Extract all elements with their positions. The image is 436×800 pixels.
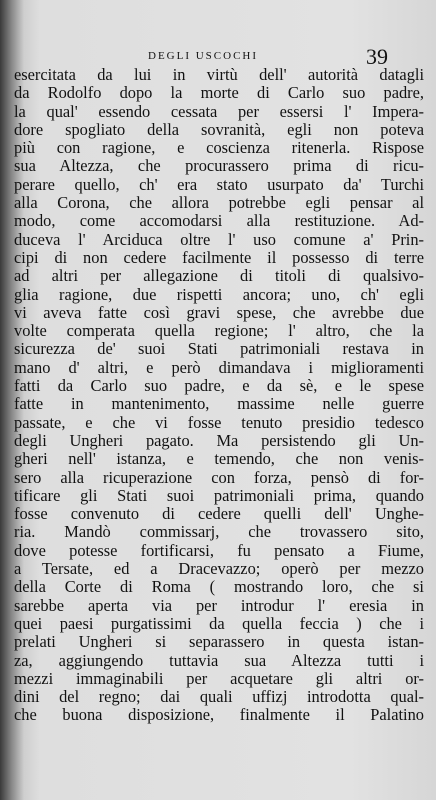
text-line: quei paesi purgatissimi da quella feccia ) che i — [14, 614, 424, 633]
text-line: alla Corona, che allora potrebbe egli pensar al — [14, 194, 424, 213]
text-line: tificare gli Stati suoi patrimoniali prima, quando — [14, 486, 424, 505]
text-line: fatti da Carlo suo padre, e da sè, e le spese — [14, 377, 424, 396]
text-line: passate, e che vi fosse tenuto presidio tedesco — [14, 413, 424, 432]
text-line: sicurezza de' suoi Stati patrimoniali restava in — [14, 340, 424, 359]
text-line: prelati Ungheri si separassero in questa istan- — [14, 633, 424, 652]
text-line: ria. Mandò commissarj, che trovassero sito, — [14, 523, 424, 542]
body-text — [14, 66, 424, 725]
text-line: più con ragione, e coscienza ritenerla. Rispose — [14, 139, 424, 158]
text-line: da Rodolfo dopo la morte di Carlo suo padre, — [14, 84, 424, 103]
text-line: duceva l' Arciduca oltre l' uso comune a' Prin- — [14, 230, 424, 249]
text-line: che buona disposizione, finalmente il Palatino — [14, 706, 424, 725]
text-line: sua Altezza, che procurassero prima di ricu- — [14, 157, 424, 176]
text-line: esercitata da lui in virtù dell' autorità datagli — [14, 66, 424, 84]
text-line: dove potesse fortificarsi, fu pensato a Fiume, — [14, 541, 424, 560]
text-line: cipi di non cedere facilmente il possesso di terre — [14, 248, 424, 267]
text-line: la qual' essendo cessata per essersi l' Impera- — [14, 102, 424, 121]
text-line: perare quello, ch' era stato usurpato da' Turchi — [14, 175, 424, 194]
text-line: dini del regno; dai quali uffizj introdotta qual- — [14, 688, 424, 707]
text-line: fosse convenuto di cedere quelli dell' Unghe- — [14, 505, 424, 524]
text-line: vi aveva fatte così gravi spese, che avrebbe due — [14, 303, 424, 322]
running-head: DEGLI USCOCHI — [148, 50, 259, 62]
text-line: sero alla ricuperazione con forza, pensò di for- — [14, 468, 424, 487]
text-line: della Corte di Roma ( mostrando loro, che si — [14, 578, 424, 597]
text-line: fatte in mantenimento, massime nelle guerre — [14, 395, 424, 414]
text-line: mano d' altri, e però dimandava i miglioramenti — [14, 358, 424, 377]
text-line: sarebbe aperta via per introdur l' eresia in — [14, 596, 424, 615]
page-number: 39 — [366, 44, 388, 69]
text-line: mezzi immaginabili per acquetare gli altri or- — [14, 669, 424, 688]
text-line: dore spogliato della sovranità, egli non poteva — [14, 120, 424, 139]
text-line: glia ragione, due rispetti ancora; uno, ch' egli — [14, 285, 424, 304]
text-line: za, aggiungendo tuttavia sua Altezza tutti i — [14, 651, 424, 670]
text-line: ad altri per allegazione di titoli di qualsivo- — [14, 267, 424, 286]
text-line: gheri nell' istanza, e temendo, che non venis- — [14, 450, 424, 469]
text-line: volte comperata quella regione; l' altro, che la — [14, 322, 424, 341]
text-line: degli Ungheri pagato. Ma persistendo gli Un- — [14, 431, 424, 450]
text-line: modo, come accomodarsi alla restituzione. Ad- — [14, 212, 424, 231]
text-line: a Tersate, ed a Dracevazzo; operò per mezzo — [14, 560, 424, 579]
